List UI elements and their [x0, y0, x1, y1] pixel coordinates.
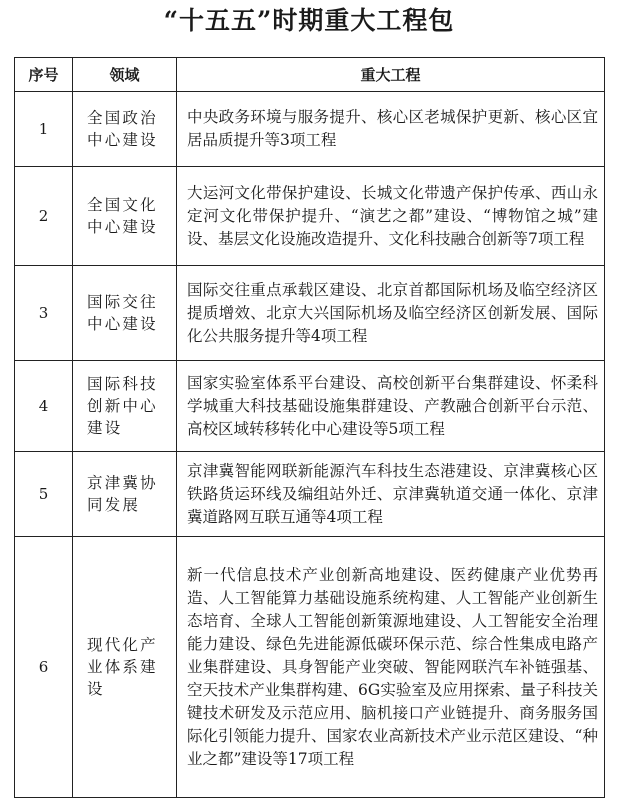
row-field: 现代化产业体系建设 — [73, 537, 177, 798]
row-number: 1 — [15, 92, 73, 167]
table-row — [15, 361, 605, 452]
table-row — [15, 92, 605, 167]
row-projects: 大运河文化带保护建设、长城文化带遗产保护传承、西山永定河文化带保护提升、“演艺之都”建设、“博物馆之城”建设、基层文化设施改造提升、文化科技融合创新等7项工程 — [177, 167, 605, 266]
header-field: 领域 — [73, 58, 177, 92]
row-field: 国际交往中心建设 — [73, 266, 177, 361]
row-projects: 国际交往重点承载区建设、北京首都国际机场及临空经济区提质增效、北京大兴国际机场及临空经济区创新发展、国际化公共服务提升等4项工程 — [177, 266, 605, 361]
row-field: 全国文化中心建设 — [73, 167, 177, 266]
table-row — [15, 167, 605, 266]
projects-table — [14, 57, 605, 798]
page-title: “十五五”时期重大工程包 — [163, 6, 455, 35]
header-number: 序号 — [15, 58, 73, 92]
table-row — [15, 266, 605, 361]
row-number: 3 — [15, 266, 73, 361]
row-number: 5 — [15, 452, 73, 537]
table-row — [15, 452, 605, 537]
row-number: 6 — [15, 537, 73, 798]
table-header-row — [15, 58, 605, 92]
row-projects: 中央政务环境与服务提升、核心区老城保护更新、核心区宜居品质提升等3项工程 — [177, 92, 605, 167]
row-number: 2 — [15, 167, 73, 266]
header-projects: 重大工程 — [177, 58, 605, 92]
row-number: 4 — [15, 361, 73, 452]
row-field: 京津冀协同发展 — [73, 452, 177, 537]
row-projects: 新一代信息技术产业创新高地建设、医药健康产业优势再造、人工智能算力基础设施系统构建、人工智能产业创新生态培育、全球人工智能创新策源地建设、人工智能安全治理能力建设、绿色先进能源低碳环保示范、综合性集成电路产业集群建设、具身智能产业突破、智能网联汽车补链强基、空天技术产业集群构建、6G实验室及应用探索、量子科技关键技术研发及示范应用、脑机接口产业链提升、商务服务国际化引领能力提升、国家农业高新技术产业示范区建设、“种业之都”建设等17项工程 — [177, 537, 605, 798]
row-field: 国际科技创新中心建设 — [73, 361, 177, 452]
row-projects: 京津冀智能网联新能源汽车科技生态港建设、京津冀核心区铁路货运环线及编组站外迁、京津冀轨道交通一体化、京津冀道路网互联互通等4项工程 — [177, 452, 605, 537]
table-row — [15, 537, 605, 798]
row-field: 全国政治中心建设 — [73, 92, 177, 167]
row-projects: 国家实验室体系平台建设、高校创新平台集群建设、怀柔科学城重大科技基础设施集群建设、产教融合创新平台示范、高校区域转移转化中心建设等5项工程 — [177, 361, 605, 452]
